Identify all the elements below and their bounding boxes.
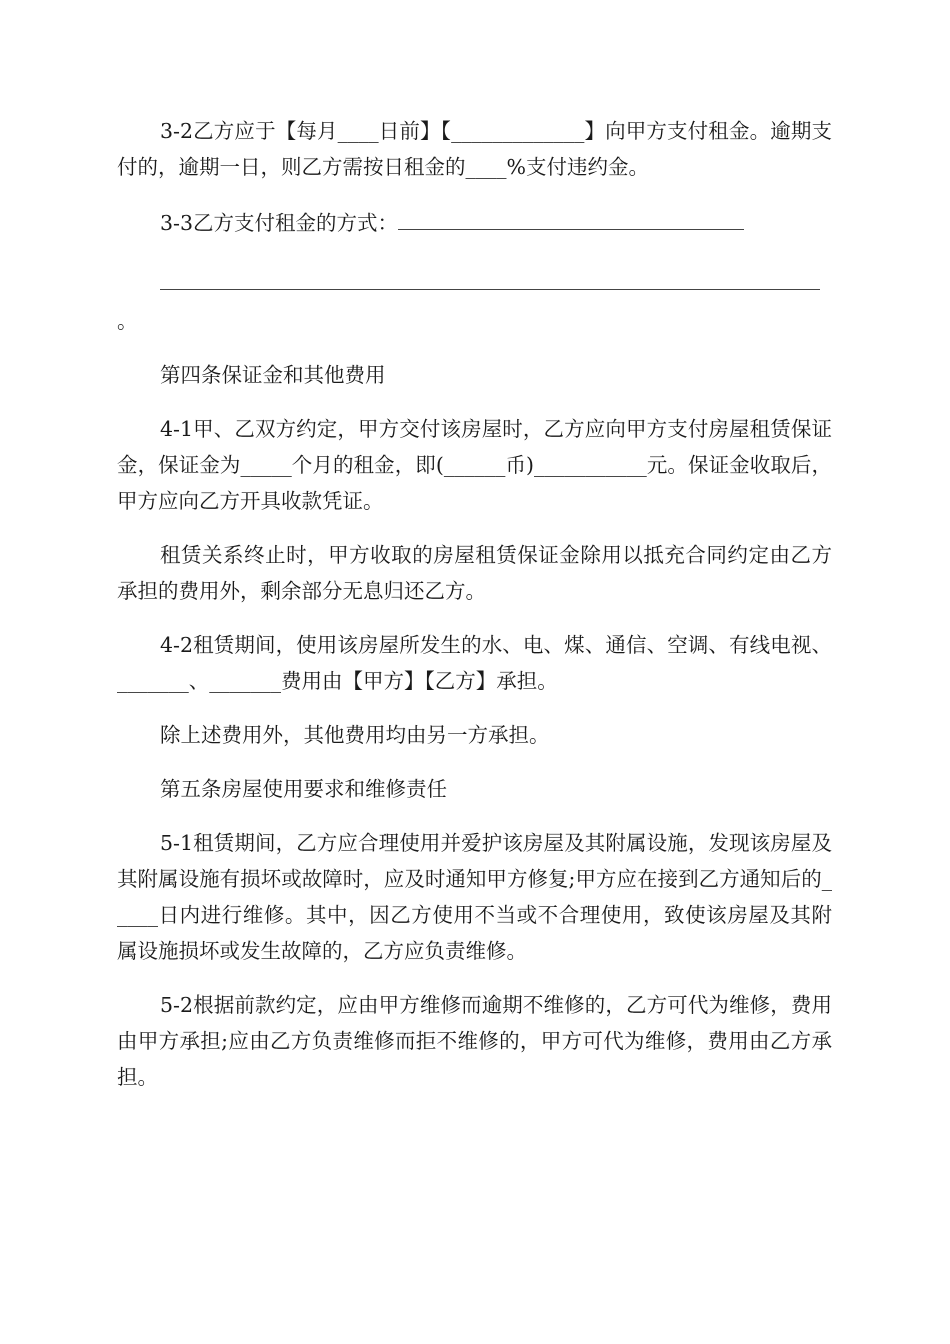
clause-4-2: 4-2租赁期间，使用该房屋所发生的水、电、煤、通信、空调、有线电视、_______、_______费用由【甲方】【乙方】承担。 (117, 633, 832, 693)
article-5-title: 第五条房屋使用要求和维修责任 (160, 777, 447, 801)
clause-3-2: 3-2乙方应于【每月____日前】【_____________】向甲方支付租金。逾期支付的，逾期一日，则乙方需按日租金的____%支付违约金。 (117, 119, 832, 179)
spacer (117, 241, 832, 263)
clause-4-1: 4-1甲、乙双方约定，甲方交付该房屋时，乙方应向甲方支付房屋租赁保证金，保证金为_____个月的租金，即(______币)___________元。保证金收取后，甲方应向乙方开具收款凭证。 (117, 417, 832, 513)
payment-method-blank-line-2 (160, 263, 820, 290)
clause-4-1-deposit-return: 租赁关系终止时，甲方收取的房屋租赁保证金除用以抵充合同约定由乙方承担的费用外，剩余部分无息归还乙方。 (117, 543, 832, 603)
payment-method-blank-line (398, 203, 744, 230)
clause-5-2: 5-2根据前款约定，应由甲方维修而逾期不维修的，乙方可代为维修，费用由甲方承担;应由乙方负责维修而拒不维修的，甲方可代为维修，费用由乙方承担。 (117, 993, 832, 1089)
clause-3-3-end: 。 (117, 309, 138, 333)
document-page (117, 113, 832, 1113)
clause-5-1: 5-1租赁期间，乙方应合理使用并爱护该房屋及其附属设施，发现该房屋及其附属设施有损坏或故障时，应及时通知甲方修复;甲方应在接到乙方通知后的_____日内进行维修。其中，因乙方使用不当或不合理使用，致使该房屋及其附属设施损坏或发生故障的，乙方应负责维修。 (117, 831, 832, 963)
clause-4-2-other-fees: 除上述费用外，其他费用均由另一方承担。 (160, 723, 550, 747)
clause-3-3-label: 3-3乙方支付租金的方式： (160, 211, 399, 235)
clause-3-3-continuation (117, 263, 832, 301)
article-4-title: 第四条保证金和其他费用 (160, 363, 386, 387)
clause-3-3 (117, 203, 832, 241)
